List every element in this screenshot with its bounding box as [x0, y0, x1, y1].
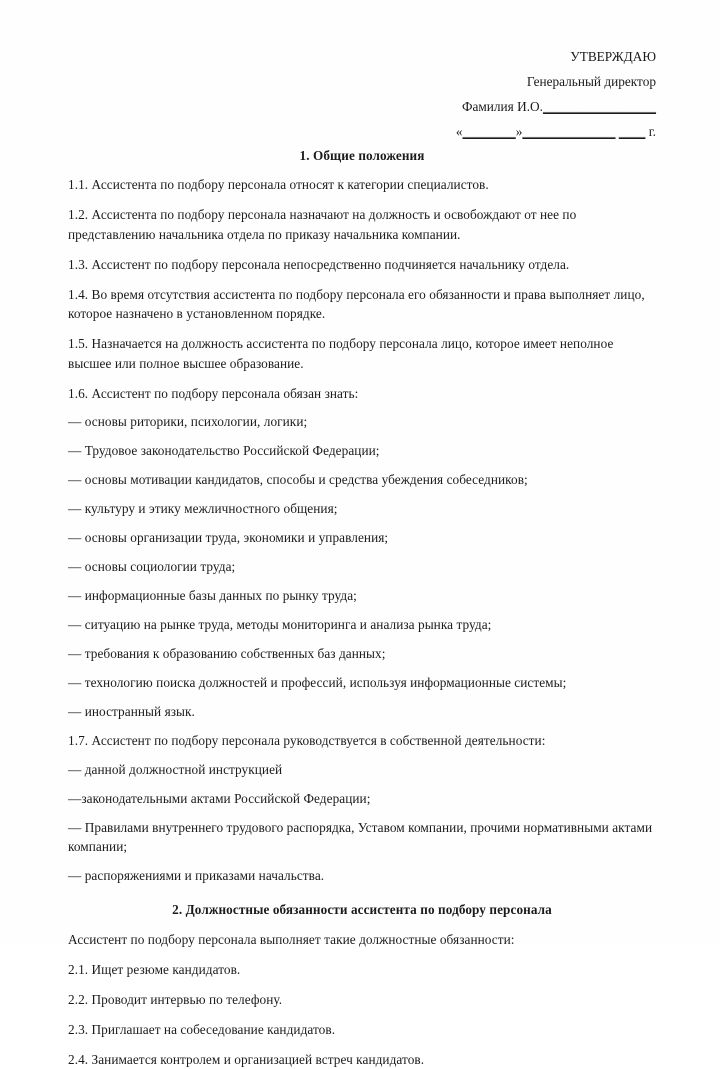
date-year-rule: ____	[619, 124, 646, 139]
paragraph-2-4: 2.4. Занимается контролем и организацией встреч кандидатов.	[68, 1050, 656, 1069]
date-quote-open: «	[456, 124, 463, 139]
paragraph-1-2: 1.2. Ассистента по подбору персонала назначают на должность и освобождают от нее по представлению начальника отдела по приказу начальника компании.	[68, 205, 656, 244]
paragraph-1-3: 1.3. Ассистент по подбору персонала непосредственно подчиняется начальнику отдела.	[68, 255, 656, 275]
approval-heading: УТВЕРЖДАЮ	[68, 44, 656, 69]
section-heading-1: 1. Общие положения	[68, 146, 656, 166]
knowledge-item-foreign-language: — иностранный язык.	[68, 702, 656, 722]
paragraph-2-3: 2.3. Приглашает на собеседование кандидатов.	[68, 1020, 656, 1040]
paragraph-1-7: 1.7. Ассистент по подбору персонала руководствуется в собственной деятельности:	[68, 731, 656, 751]
knowledge-item-databases: — информационные базы данных по рынку труда;	[68, 586, 656, 606]
date-quote-close: »	[516, 124, 523, 139]
guidance-item-legislation: —законодательными актами Российской Федерации;	[68, 789, 656, 809]
section-heading-2: 2. Должностные обязанности ассистента по подбору персонала	[68, 900, 656, 920]
date-year-suffix: г.	[649, 124, 656, 139]
approval-name-line	[68, 94, 656, 119]
guidance-item-job-description: — данной должностной инструкцией	[68, 760, 656, 780]
knowledge-item-labor-law: — Трудовое законодательство Российской Федерации;	[68, 441, 656, 461]
paragraph-1-4: 1.4. Во время отсутствия ассистента по подбору персонала его обязанности и права выполняет лицо, которое назначено в установленном порядке.	[68, 285, 656, 324]
approval-name-rule: _________________	[543, 99, 656, 114]
approval-block	[68, 44, 656, 144]
paragraph-2-1: 2.1. Ищет резюме кандидатов.	[68, 960, 656, 980]
approval-name-label: Фамилия И.О.	[462, 99, 543, 114]
knowledge-item-labor-organization: — основы организации труда, экономики и управления;	[68, 528, 656, 548]
guidance-item-orders: — распоряжениями и приказами начальства.	[68, 866, 656, 886]
approval-position: Генеральный директор	[68, 69, 656, 94]
knowledge-item-sociology: — основы социологии труда;	[68, 557, 656, 577]
knowledge-item-rhetoric: — основы риторики, психологии, логики;	[68, 412, 656, 432]
knowledge-item-search-technology: — технологию поиска должностей и профессий, используя информационные системы;	[68, 673, 656, 693]
knowledge-item-db-requirements: — требования к образованию собственных баз данных;	[68, 644, 656, 664]
paragraph-2-2: 2.2. Проводит интервью по телефону.	[68, 990, 656, 1010]
date-month-rule: ______________	[522, 124, 615, 139]
approval-date-line	[68, 119, 656, 144]
paragraph-1-5: 1.5. Назначается на должность ассистента по подбору персонала лицо, которое имеет неполное высшее или полное высшее образование.	[68, 334, 656, 373]
paragraph-1-6: 1.6. Ассистент по подбору персонала обязан знать:	[68, 384, 656, 404]
knowledge-item-motivation: — основы мотивации кандидатов, способы и средства убеждения собеседников;	[68, 470, 656, 490]
paragraph-1-1: 1.1. Ассистента по подбору персонала относят к категории специалистов.	[68, 175, 656, 195]
guidance-item-internal-rules: — Правилами внутреннего трудового распорядка, Уставом компании, прочими нормативными актами компании;	[68, 818, 656, 857]
document-body	[68, 146, 656, 1069]
knowledge-item-culture-ethics: — культуру и этику межличностного общения;	[68, 499, 656, 519]
paragraph-2-intro: Ассистент по подбору персонала выполняет такие должностные обязанности:	[68, 930, 656, 950]
date-day-rule: ________	[463, 124, 516, 139]
knowledge-item-market-situation: — ситуацию на рынке труда, методы мониторинга и анализа рынка труда;	[68, 615, 656, 635]
